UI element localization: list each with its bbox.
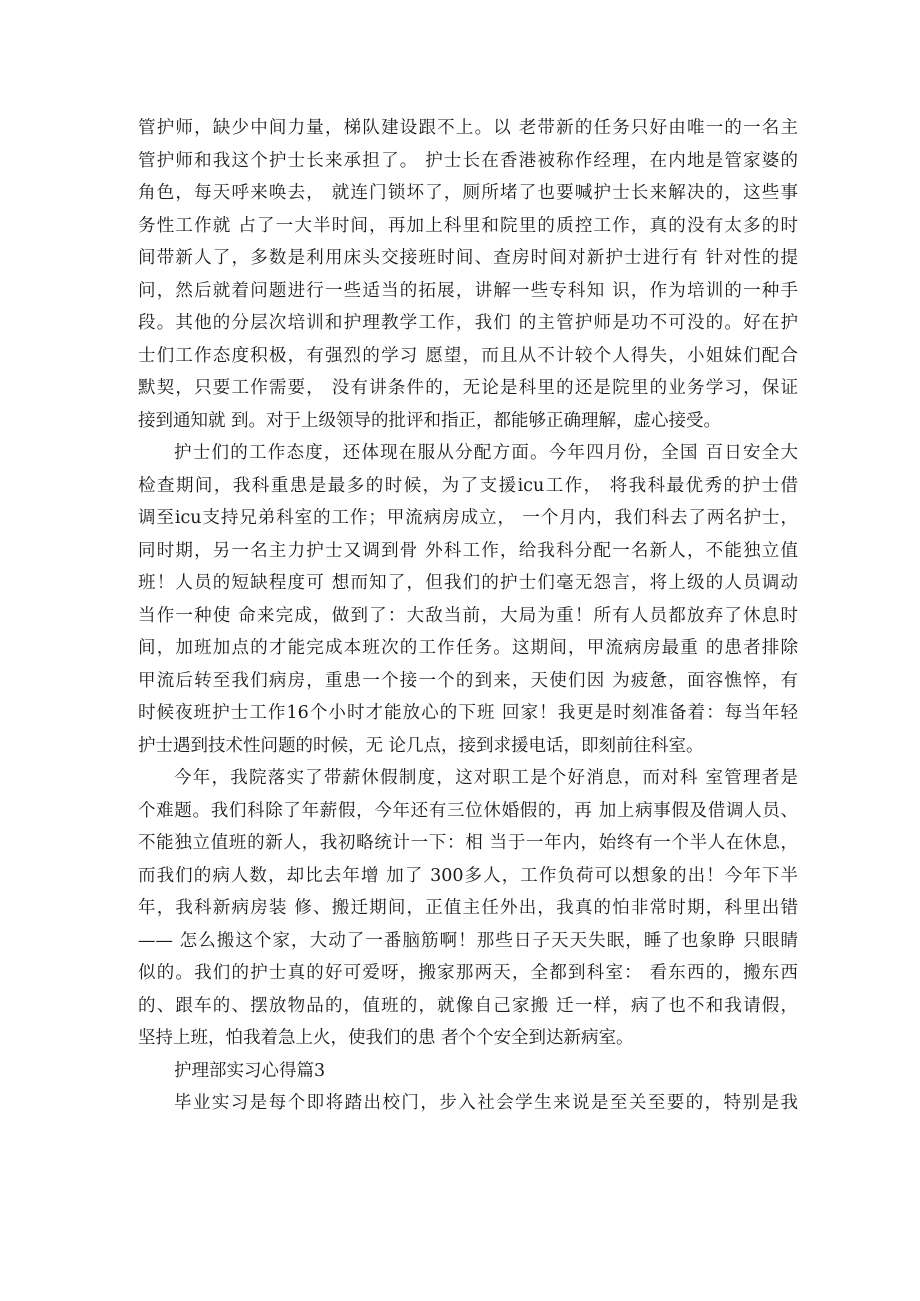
- text-line: 同时期，另一名主力护士又调到骨 外科工作，给我科分配一名新人，不能独立值: [138, 540, 798, 561]
- text-line: 的、跟车的、摆放物品的，值班的，就像自己家搬 迁一样，病了也不和我请假，: [138, 995, 798, 1016]
- section-heading: 护理部实习心得篇3: [174, 1060, 326, 1081]
- text-line: 间带新人了，多数是利用床头交接班时间、查房时间对新护士进行有 针对性的提: [138, 248, 798, 268]
- text-line: 似的。我们的护士真的好可爱呀，搬家那两天，全都到科室： 看东西的，搬东西: [138, 963, 798, 983]
- text-line: 段。其他的分层次培训和护理教学工作，我们 的主管护师是功不可没的。好在护: [138, 313, 798, 333]
- text-line: 不能独立值班的新人，我初略统计一下：相 当于一年内，始终有一个半人在休息，: [138, 833, 798, 853]
- text-line: 务性工作就 占了一大半时间，再加上科里和院里的质控工作，真的没有太多的时: [138, 215, 798, 236]
- text-line: 护士们的工作态度，还体现在服从分配方面。今年四月份，全国 百日安全大: [174, 443, 798, 463]
- text-line: 而我们的病人数，却比去年增 加了 300多人，工作负荷可以想象的出！今年下半: [138, 865, 798, 886]
- text-line: 时候夜班护士工作16个小时才能放心的下班 回家！我更是时刻准备着：每当年轻: [138, 703, 798, 723]
- document-body: [138, 112, 798, 1120]
- text-line: 接到通知就 到。对于上级领导的批评和指正，都能够正确理解，虚心接受。: [138, 410, 722, 431]
- text-line: 年，我科新病房装 修、搬迁期间，正值主任外出，我真的怕非常时期，科里出错: [138, 898, 798, 918]
- text-line: 班！人员的短缺程度可 想而知了，但我们的护士们毫无怨言，将上级的人员调动: [138, 573, 798, 593]
- text-line: 调至icu支持兄弟科室的工作；甲流病房成立， 一个月内，我们科去了两名护士，: [138, 508, 798, 528]
- text-line: —— 怎么搬这个家，大动了一番脑筋啊！那些日子天天失眠，睡了也象睁 只眼睛: [138, 930, 798, 951]
- text-line: 护士遇到技术性问题的时候，无 论几点，接到求援电话，即刻前往科室。: [138, 735, 704, 756]
- text-line: 今年，我院落实了带薪休假制度，这对职工是个好消息，而对科 室管理者是: [174, 768, 798, 788]
- text-line: 默契，只要工作需要， 没有讲条件的，无论是科里的还是院里的业务学习，保证: [138, 378, 798, 398]
- text-line: 问，然后就着问题进行一些适当的拓展，讲解一些专科知 识，作为培训的一种手: [138, 280, 798, 301]
- text-line: 角色，每天呼来唤去， 就连门锁坏了，厕所堵了也要喊护士长来解决的，这些事: [138, 183, 798, 203]
- text-line: 当作一种使 命来完成，做到了：大敌当前，大局为重！所有人员都放弃了休息时: [138, 605, 798, 626]
- text-line: 检查期间，我科重患是最多的时候，为了支援icu工作， 将我科最优秀的护士借: [138, 475, 798, 496]
- text-line: 管护师，缺少中间力量，梯队建设跟不上。以 老带新的任务只好由唯一的一名主: [138, 118, 798, 138]
- text-line: 士们工作态度积极，有强烈的学习 愿望，而且从不计较个人得失，小姐妹们配合: [138, 345, 798, 366]
- text-line: 个难题。我们科除了年薪假，今年还有三位休婚假的，再 加上病事假及借调人员、: [138, 800, 798, 821]
- text-line: 间，加班加点的才能完成本班次的工作任务。这期间，甲流病房最重 的患者排除: [138, 638, 798, 658]
- text-line: 坚持上班，怕我着急上火，使我们的患 者个个安全到达新病室。: [138, 1028, 634, 1048]
- text-line: 毕业实习是每个即将踏出校门，步入社会学生来说是至关至要的，特别是我: [174, 1093, 798, 1113]
- text-line: 管护师和我这个护士长来承担了。 护士长在香港被称作经理，在内地是管家婆的: [138, 150, 798, 171]
- text-line: 甲流后转至我们病房，重患一个接一个的到来，天使们因 为疲惫，面容憔悴，有: [138, 670, 798, 691]
